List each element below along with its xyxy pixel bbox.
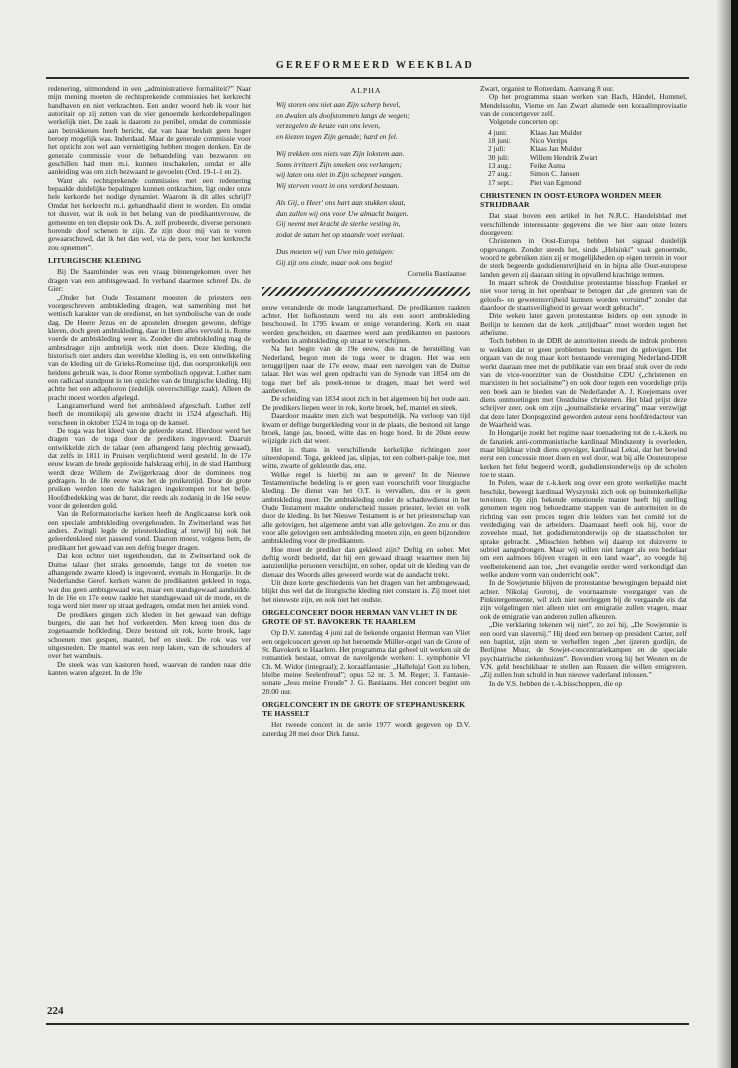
poem-line: dan zullen wij ons voor Uw almacht buigen. <box>276 208 409 218</box>
poem-line: wij laten ons niet in Zijn schepnet vangen. <box>276 170 403 180</box>
concert-item <box>488 162 687 170</box>
poem-line: Wij storen ons niet aan Zijn scherp bevel, <box>276 100 401 110</box>
poem-stanza <box>276 149 470 191</box>
poem-line: Dus moeten wij van Uwe min getuigen: <box>276 247 395 257</box>
poem-line: Als Gij, o Heer' ons hart aan stukken slaat, <box>276 198 406 208</box>
column-2 <box>262 85 470 985</box>
paragraph: Op het programma staan werken van Bach, Händel, Hummel, Mendelssohn, Vierne en Jan Zwart alsmede een koraalimprovisatie van de concertgever zelf. <box>480 92 687 119</box>
decorative-divider <box>262 287 470 296</box>
paragraph: „Onder het Oude Testament moesten de priesters een voorgeschreven ambtskleding dragen, wat samenhing met het wettisch karakter van de eredienst, en het symbolische van de oude dag. De Heere Jezus en de apostelen droegen gewone, deftige kleren, doch geen ambtskleding, daar in Hem alles vervuld is. Rome voerde de ambtskleding weer in. Zonder die ambtskleding mag de ambtsdrager zijn ambtelijk werk niet doen. Deze kleding, die historisch niet anders dan wereldse kleding is, en een ontwikkeling van de kleding uit de Grieks-Romeinse tijd, dus oorspronkelijk een heidens gebruik was, is door Rome symbolisch opgevat. Luther nam een radicaal standpunt in ten opzichte van de liturgische kleding. Hij achtte het een adiaphoron (zedelijk onverschillige zaak). Alleen de pracht moest worden afgelegd. <box>48 292 251 402</box>
paragraph: Dat kon echter niet tegenhouden, dat in Zwitserland ook de Duitse talaar (het straks genoemde, lange tot de voeten toe afhangende zwarte kleed) is ingevoerd, evenals in Hongarije. In de Nederlandse Geref. kerken waren de predikanten gekleed in toga, wat dus geen ambtsgewaad was, maar een standsgewaad aanduidde. In de 16e en 17e eeuw raakte het standsgewaad uit de mode, en de toga werd niet meer op straat gedragen, omdat men het antiek vond. <box>48 551 251 611</box>
concert-list <box>488 129 687 187</box>
paragraph: Toch hebben in de DDR de autoriteiten steeds de indruk proberen te wekken dat er geen problemen bestaan met de gelovigen. Het orgaan van de nog maar kort bestaande vereniging Nederland-DDR werkt daaraan mee met de publikatie van een braaf stuk over de rede van de vice-voorzitter van de Oostduitse CDU („christenen en marxisten in het socialisme”) en ook door tegen een voordelige prijs een boek aan te bieden van de Nederlander A. J. Koejemans over diens ontmoetingen met Oostduitse christenen. Het blad prijst deze schrijver zeer, ook om zijn „journalistieke ervaring” maar verzwijgt dat deze later Doopsgezind geworden auteur eens hoofdredacteur van de Waarheid was. <box>480 336 687 429</box>
concert-date: 4 juni: <box>488 127 508 137</box>
concert-item <box>488 179 687 187</box>
paragraph: Bij De Saambinder was een vraag binnengekomen over het dragen van een ambtsgewaad. In verband daarmee schreef Ds. de Gier: <box>48 267 251 294</box>
paragraph: Hoe moet de prediker dan gekleed zijn? Deftig en sober. Met deftig wordt bedoeld, dat hij een gewaad draagt waarmee men bij aanzienlijke personen verschijnt, en sober, opdat uit de kleding van de dienaar des Woords alles geweerd worde wat de aandacht trekt. <box>262 544 470 579</box>
article-liturgische-kleding <box>48 268 251 677</box>
paragraph: Op D.V. zaterdag 4 juni zal de bekende organist Herman van Vliet een orgelconcert geven op het beroemde Müller-orgel van de Grote of St. Bavokerk te Haarlem. Het programma dat geheel uit werken uit de romantiek bestaat, omvat de navolgende werken: 1. symphonie VI Ch. M. Widor (integraal); 2. koraalfantasie: „Halleluja! Gott zu loben, bleibe meine Seelenfreud”; opus 52 nr. 3. M. Reger; 3. Fantasie-sonate „Jesu meine Freude” J. G. Bastiaans. Het concert begint om 20.00 uur. <box>262 628 470 696</box>
paragraph: In Hongarije zoekt het regime naar toenadering tot de r.-k.kerk nu de fanatiek anti-communistische kardinaal Mindszenty is overleden, maar blijkbaar vindt diens opvolger, kardinaal Lekai, dat het bewind eerst een concessie moet doen en wel door, wat bij alle Oosteuropese kerken het felst begeerd wordt, godsdienstonderwijs op de scholen toe te staan. <box>480 428 687 479</box>
concert-date: 2 juli: <box>488 144 506 154</box>
concert-performer: Klaas Jan Mulder <box>530 127 583 137</box>
section-heading-christenen-oost-europa: CHRISTENEN IN OOST-EUROPA WORDEN MEER STRIJDBAAR <box>480 191 662 209</box>
column-1 <box>48 85 251 985</box>
intro-text <box>48 85 251 252</box>
paragraph: Langzamerhand werd het ambtskleed afgeschaft. Luther zelf heeft de monnikspij als gewone dracht in 1524 afgeschaft. Hij verscheen in oktober 1524 in toga op de kansel. <box>48 400 251 427</box>
paragraph: Christenen in Oost-Europa hebben het signaal duidelijk opgevangen. Zonder steeds het, sinds „Helsinki” vaak genoemde, woord te gebruiken zien zij er mogelijkheden op eigen terrein in voor de sterk begeerde godsdienstvrijheid en in bijna alle Oost-europese landen geven zij daaraan uiting in opvallend krachtige termen. <box>480 236 687 279</box>
concerts-intro: Volgende concerten op: <box>489 117 559 127</box>
poem-stanza <box>276 198 470 240</box>
poem-author: Cornelis Bastiaanse <box>407 269 466 279</box>
article-continuation <box>262 304 470 604</box>
paragraph: Daardoor maakte men zich wat bespottelijk. Na verloop van tijd kwam er deftige burgerkleding voor in de plaats, die bestond uit lange broek, lange jas, booed, witte das en hoge hoed. In de 20ste eeuw wijzigde zich dat weer. <box>262 411 470 446</box>
poem-line: en kiezen tegen Zijn genade; hard en fel. <box>276 131 398 141</box>
concert-date: 13 aug.: <box>488 161 512 171</box>
page-number: 224 <box>47 1005 64 1017</box>
paragraph: In de Sowjetunie blijven de protestantse bewegingen bepaald niet achter. Nikolaj Gorotoj, de voornaamste voorganger van de Pinkstergemeente, wil zich niet neerleggen bij de vergaande eis dat zijn volgelingen niet alleen niet om emigratie zullen vragen, maar ook de emigratie van anderen zullen afkeuren. <box>480 578 687 621</box>
concert-date: 27 aug.: <box>488 169 512 179</box>
article-christenen-oost-europa <box>480 212 687 688</box>
poem-line: Wij sterven voort in ons verdord bestaan. <box>276 180 400 190</box>
paragraph: Het tweede concert in de serie 1977 wordt gegeven op D.V. zaterdag 28 mei door Dirk Jansz. <box>262 720 470 738</box>
paragraph: De toga was het kleed van de geleerde stand. Hierdoor werd het dragen van de toga door de predikers ingevoerd. Daaruit ontwikkelde zich de talaar (een afhangend lang plechtig gewaad), dat zelfs in 1811 in Pruisen verplichtend werd gesteld. In de 17e eeuw kwam de brede geplooide halskraag erbij, in de stad Hamburg werdt deze Willem de Zwijgerkraag door de dominees nog gedragen. In de 18e eeuw was het de pruikentijd. Door de grote pruiken werden toen de halskragen ingekrompen tot het befje. Hoofdbedekking was de baret, die reeds als zodanig in de 16e eeuw voor de geleerden gold. <box>48 426 251 511</box>
poem-line: verzegelen de keuze van ons leven, <box>276 121 381 131</box>
poem-line: Wij trekken ons niets van Zijn lokstem aan. <box>276 149 405 159</box>
masthead: GEREFORMEERD WEEKBLAD <box>275 60 475 71</box>
paragraph: In maart schrok de Oostduitse protestantse bisschop Frankel er niet voor terug in het openbaar te betogen dat „de grenzen van de geloofs- en gewetensvrijheid kunnen worden verruimd” zonder dat daardoor de staatsveiligheid in gevaar wordt gebracht”. <box>480 278 687 313</box>
paragraph: „Die verklaring tekenen wij niet”, zo zei hij, „De Sowjetunie is een oord van slavernij.” Hij deed een beroep op president Carter, zelf een baptist, zijn stem te verheffen tegen „het ijzeren gordijn, de Berlijnse Muur, de Sowjet-concentratiekampen en de speciale psychiatrische ziekenhuizen”. Bovendien vroeg hij het Westen en de V.N. geld beschikbaar te stellen aan Russen die willen emigreren. „Zij zullen hun schuld in hun nieuwe vaderland inlossen.” <box>480 620 687 680</box>
paragraph: Welke regel is hierbij nu aan te geven? In de Nieuwe Testamentische bedeling is er geen vast voorschrift voor liturgische kleding. De dienst van het O.T. is vervallen, dus er is geen ambtskleding meer. De ambtskleding onder de schaduwdienst in het Oude Testament maakte onderscheid tussen priester, leviet en volk door de kleding. In het Nieuwe Testament is er het priesterschap van alle gelovigen, het algemene ambt van alle gelovigen. Zo zou er dus voor alle gelovigen een ambtskleding moeten zijn, en geen bijzondere ambtskleding voor de predikanten. <box>262 469 470 546</box>
poem-stanza <box>276 100 470 142</box>
paragraph: Dat staat boven een artikel in het N.R.C. Handelsblad met verschillende interessante gegevens die we hier aan onze lezers doorgeven: <box>480 211 687 237</box>
poem-line: en dwalen als doofstommen langs de wegen; <box>276 110 410 120</box>
poem-line: Soms irriteert Zijn smeken ons verlangen; <box>276 159 403 169</box>
section-heading-liturgische-kleding: LITURGISCHE KLEDING <box>48 255 142 265</box>
paragraph: De scheiding van 1834 stoot zich in het algemeen bij het oude aan. De predikers liepen weer in rok, korte broek, bef, mantel en steek. <box>262 394 470 412</box>
poem-line: Gij zijt ons einde, maar ook ons begin! <box>276 257 393 267</box>
concert-item <box>488 129 687 137</box>
paragraph: De steek was van kastoren hoed, waarvan de randen naar drie kanten waren afgezet. In de 19e <box>48 659 251 677</box>
concert-performer: Klaas Jan Mulder <box>530 144 583 154</box>
concert-item <box>488 154 687 162</box>
poem-line: Gij neemt met kracht de sterke vesting in, <box>276 219 401 229</box>
binding-edge <box>731 0 738 1068</box>
poem <box>262 87 470 279</box>
paragraph: eeuw veranderde de mode langzamerhand. De predikanten raakten achter. Het hofkostuum werd nu als een soort ambtskleding beschouwd. In 1795 kwam er enige verandering. Kerk en staat werden gescheiden, en daarmee werd aan predikanten en pastoors verboden in ambtskleding op straat te verschijnen. <box>262 302 470 346</box>
paragraph: Want als rechtsprekende commissies met een redenering bepaalde duidelijke bepalingen kunnen ontkrachten, ligt onder onze hele kerkorde het nodige dynamiet. Waarom ik dit alles schrijf? Omdat het kerkrecht m.i. gehandhaafd dient te worden. En omdat tot dusver, wat ik ook in het belang van de predikantsvrouw, de gemeente en ten diepste ook Ds. A. zelf probeerde, diverse personen horende doof schenen te zijn. Ze zijn door mij van te voren gewaarschuwd, dat ik het dan wel, via de pers, voor het kerkrecht zou opnemen”. <box>48 175 251 252</box>
concert-performer: Piet van Egmond <box>530 177 581 187</box>
concert-date: 30 juli: <box>488 152 510 162</box>
poem-line: zodat de satan het op staande voet verlaat. <box>276 229 405 239</box>
paragraph: Van de Reformatorische kerken heeft de Anglicaanse kerk ook een speciale ambtskleding overgehouden. In Zwitserland was het anders. Zwingli legde de priesterkleding af terwijl hij ook het geleerdenkleed niet passend vond. Daarom moest, volgens hem, de predikant het gewaad van een deftig burger dragen. <box>48 509 251 552</box>
paragraph: Drie weken later gaven protestantse leiders op een synode in Berlijn te kennen dat de kerk „strijdbaar” moet worden tegen het atheïsme. <box>480 311 687 338</box>
poem-stanza <box>276 247 470 268</box>
concert-date: 18 juni: <box>488 136 511 146</box>
concert-item <box>488 137 687 145</box>
section-heading-orgelconcert-haarlem: ORGELCONCERT DOOR HERMAN VAN VLIET IN DE GROTE OF ST. BAVOKERK TE HAARLEM <box>262 608 458 626</box>
section-heading-orgelconcert-hasselt: ORGELCONCERT IN DE GROTE OF STEPHANUSKERK TE HASSELT <box>262 700 466 718</box>
concert-performer: Feike Asma <box>530 161 566 171</box>
paragraph: Zwart, organist te Rotterdam. Aanvang 8 uur. <box>480 85 614 93</box>
concert-performer: Simon C. Jansen <box>530 169 580 179</box>
poem-title: ALPHA <box>350 86 382 95</box>
paragraph: Na het begin van de 19e eeuw, dus na de herstelling van Nederland, begon men de toga weer te dragen. Het was een teruggrijpen naar de 17e eeuw, maar een navolgen van de Duitse talaar. Het was wel geen opdracht van de Synode van 1854 om de toga met bef als preek-tenue te dragen, maar het werd wel aanbevolen. <box>262 344 470 396</box>
paragraph: In de V.S. hebben de r.-k.bisschoppen, die op <box>489 678 623 688</box>
paragraph: De predikers gingen zich kleden in het gewaad van deftige burgers, die aan het hof verkeerden. Men kreeg toen dus de zogenaamde hofkleding. Deze bestond uit rok, korte broek, lage schoenen met gespen, mantel, bef en steek. De rok was ver uitgesneden. De mantel was een reep laken, van de schouders af over het wambuis. <box>48 609 251 661</box>
concert-date: 17 sept.: <box>488 177 514 187</box>
concert-item <box>488 170 687 178</box>
paragraph: In Polen, waar de r.-k.kerk nog over een grote werkelijke macht beschikt, beweegt kardinaal Wyszynski zich ook op buitenkerkelijke terreinen. Op zijn bekende emotionele manier heeft hij stelling genomen tegen nog behoedzame stappen van de autoriteiten in de richting van een proces tegen drie leiders van het comité tot de verdediging van de arbeiders. Daarnaast heeft ook hij, voor de zoveelste maal, het godsdienstonderwijs op de staatsscholen ter sprake gebracht. „Misschien hebben wij daarop tot duizverre te subtiel aangedrongen. Maar wij willen niet langer als een bedelaar om een aalmoes blijven vragen in een land waar”, zo voegde hij veelbetekenend aan toe, „het evangelie eerder werd verkondigd dan welke andere vorm van onderricht ook”. <box>480 478 687 580</box>
paragraph: redenering, uitmondend in een „administratieve formaliteit?” Naar mijn mening moeten de rechtsprekende commissies het kerkrecht handhaven en niet verkrachten. Een ander woord heb ik voor het autoritair op zij zetten van de vier genoemde kerkordebepalingen werkelijk niet. De zaak is daarom zo penibel, omdat de commissie aan betrokkenen heeft bericht, dat van haar besluit geen hoger beroep mogelijk was. Inderdaad. Maar de generale commissie voor het opzicht zou wel aan vernietiging hebben mogen denken. En de generale commissie voor de behandeling van bezwaren en geschillen had men m.i. kunnen inschakelen, omdat er alle aanleiding was om zich bezwaard te gevoelen (Ord. 19-1-1 en 2). <box>48 85 251 177</box>
column-3 <box>480 85 687 985</box>
paragraph: Uit deze korte geschiedenis van het dragen van het ambtsgewaad, blijkt dus wel dat de liturgische kleding niet constant is. Zij moet niet het nieuwste zijn, en ook niet het oudste. <box>262 578 470 604</box>
footer-rule <box>46 1023 689 1025</box>
concert-performer: Nico Verrips <box>530 136 568 146</box>
concert-performer: Willem Hendrik Zwart <box>530 152 598 162</box>
paragraph: Het is thans in verschillende kerkelijke richtingen zeer uiteenlopend. Toga, gekleed jas, slipjas, tot een colbert-pakje toe, met witte, zwarte of gekleurde das, enz. <box>262 444 470 471</box>
masthead-rule <box>46 77 689 79</box>
